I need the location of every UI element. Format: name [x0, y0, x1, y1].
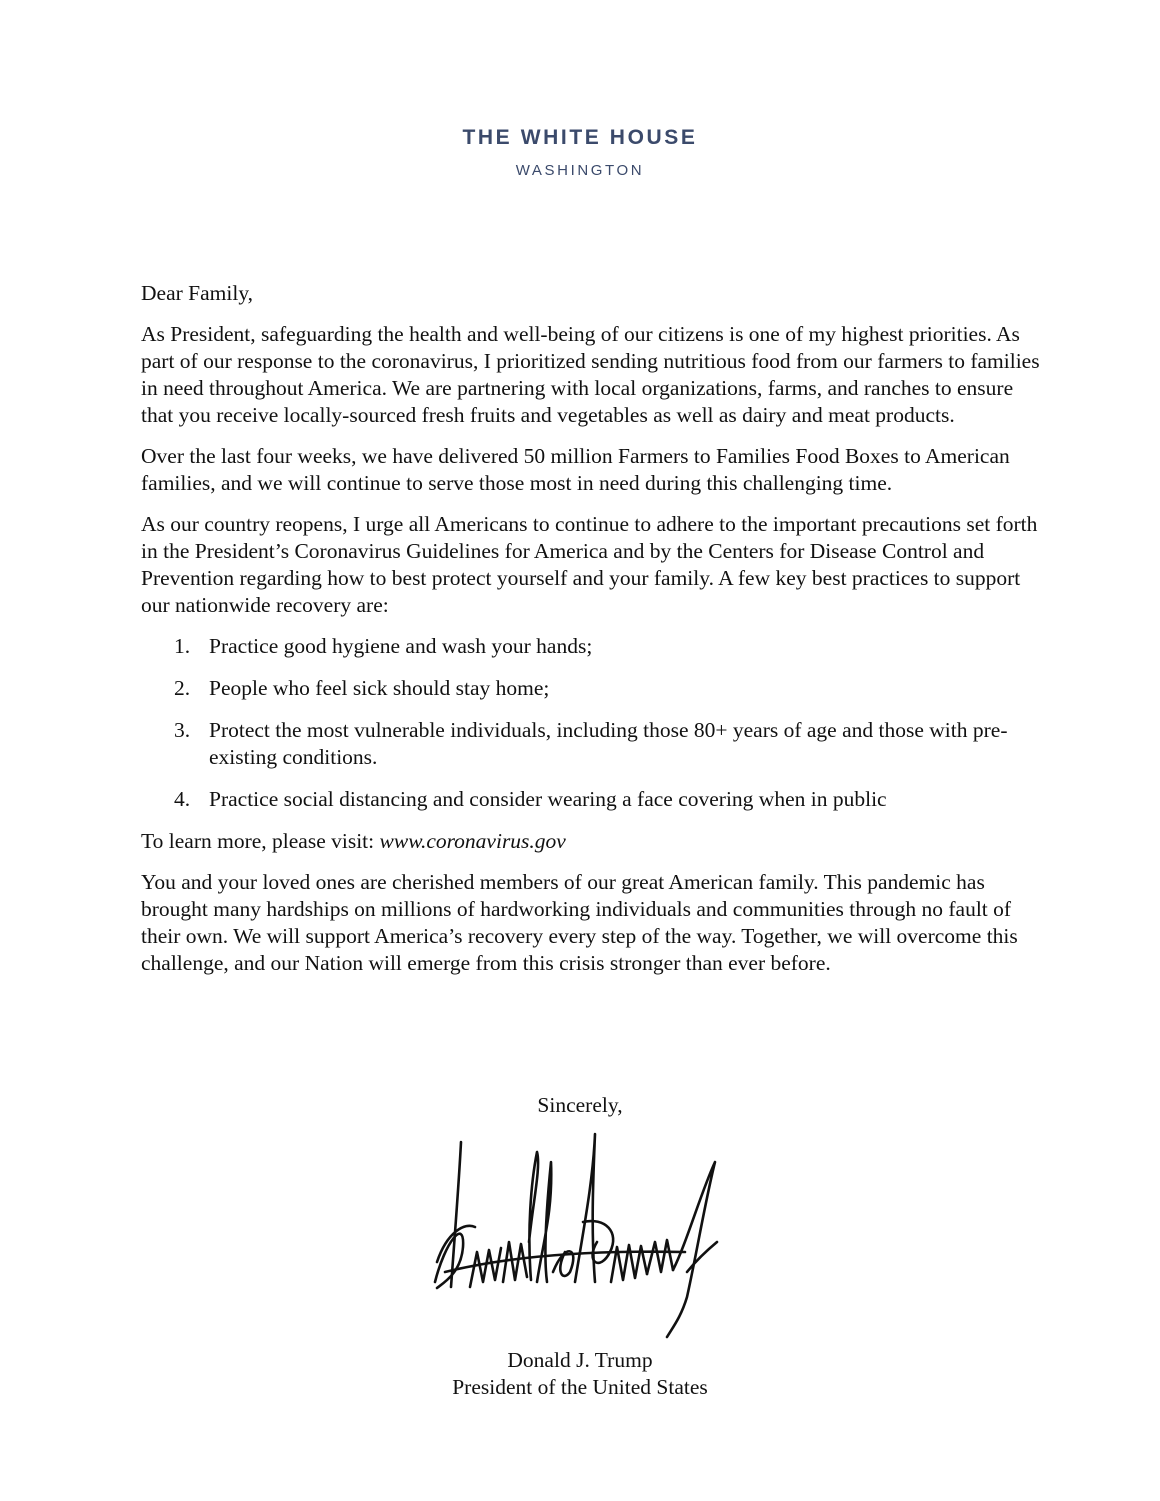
list-item-number: 4.: [174, 787, 191, 811]
signature-image: [425, 1122, 730, 1342]
letterhead-subtitle: WASHINGTON: [515, 162, 645, 179]
paragraph-closing: You and your loved ones are cherished members of our great American family. This pandemic has brought many hardships on millions of hardworking individuals and communities through no fault of their own. We will support America’s recovery every step of the way. Together, we will overcome this challenge, and our Nation will emerge from this crisis stronger than ever before.: [141, 870, 1018, 975]
letterhead: [0, 124, 1160, 181]
list-item-number: 1.: [174, 634, 191, 658]
list-item-text: Protect the most vulnerable individuals, including those 80+ years of age and those with pre-existing conditions.: [209, 718, 1008, 769]
best-practices-list: [141, 633, 1041, 813]
list-item: [141, 786, 1041, 813]
list-item-text: Practice social distancing and consider wearing a face covering when in public: [209, 787, 887, 811]
list-item-text: Practice good hygiene and wash your hands;: [209, 634, 593, 658]
learn-more-prefix: To learn more, please visit:: [141, 829, 380, 853]
sign-off: Sincerely,: [537, 1093, 623, 1117]
signer-title: President of the United States: [452, 1375, 708, 1399]
list-item: [141, 675, 1041, 702]
letter-body: [141, 280, 1041, 991]
learn-more-line: [141, 828, 1041, 855]
list-item-number: 2.: [174, 676, 191, 700]
salutation: Dear Family,: [141, 281, 254, 305]
signer-name: Donald J. Trump: [507, 1348, 653, 1372]
paragraph-precautions: As our country reopens, I urge all Americans to continue to adhere to the important precautions set forth in the President’s Coronavirus Guidelines for America and by the Centers for Disease Control and Prevention regarding how to best protect yourself and your family. A few key best practices to support our nationwide recovery are:: [141, 512, 1038, 617]
list-item-text: People who feel sick should stay home;: [209, 676, 550, 700]
learn-more-url[interactable]: www.coronavirus.gov: [379, 829, 566, 853]
letterhead-title: THE WHITE HOUSE: [462, 126, 698, 149]
paragraph-intro: As President, safeguarding the health and well-being of our citizens is one of my highest priorities. As part of our response to the coronavirus, I prioritized sending nutritious food from our farmers to families in need throughout America. We are partnering with local organizations, farms, and ranches to ensure that you receive locally-sourced fresh fruits and vegetables as well as dairy and meat products.: [141, 322, 1040, 427]
list-item: [141, 633, 1041, 660]
paragraph-food-boxes: Over the last four weeks, we have delivered 50 million Farmers to Families Food Boxes to American families, and we will continue to serve those most in need during this challenging time.: [141, 444, 1010, 495]
list-item: [141, 717, 1041, 771]
list-item-number: 3.: [174, 718, 191, 742]
